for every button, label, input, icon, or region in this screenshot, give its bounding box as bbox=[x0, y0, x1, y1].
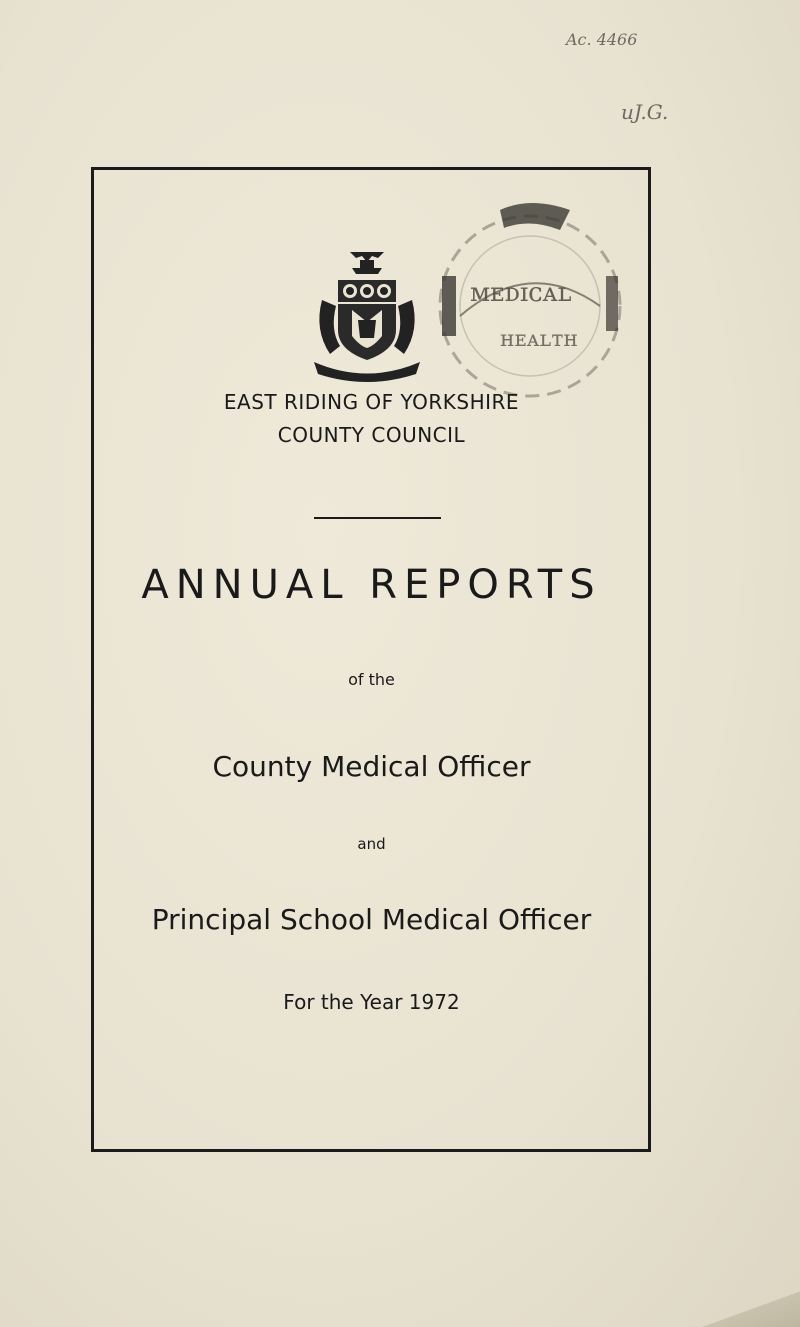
svg-text:ʜᴇᴀʟᴛʜ: ʜᴇᴀʟᴛʜ bbox=[500, 327, 579, 352]
report-of-the: of the bbox=[348, 670, 395, 689]
report-and: and bbox=[357, 835, 386, 853]
report-officer-school-medical: Principal School Medical Officer bbox=[151, 903, 592, 936]
svg-text:ᴍᴇᴅɪᴄᴀʟ: ᴍᴇᴅɪᴄᴀʟ bbox=[470, 278, 572, 308]
handwritten-initials-note: uJ.G. bbox=[621, 100, 669, 124]
council-name-line2: COUNTY COUNCIL bbox=[277, 423, 466, 447]
page-corner-fold bbox=[690, 1287, 800, 1327]
county-crest-icon bbox=[312, 250, 422, 385]
report-title: ANNUAL REPORTS bbox=[141, 562, 602, 608]
seal-stamp-icon bbox=[430, 196, 630, 406]
council-name-line1: EAST RIDING OF YORKSHIRE bbox=[223, 390, 520, 414]
report-officer-county-medical: County Medical Officer bbox=[212, 750, 531, 783]
divider-rule bbox=[314, 517, 441, 519]
report-year: For the Year 1972 bbox=[283, 990, 460, 1014]
handwritten-accession-note: Ac. 4466 bbox=[566, 30, 638, 49]
